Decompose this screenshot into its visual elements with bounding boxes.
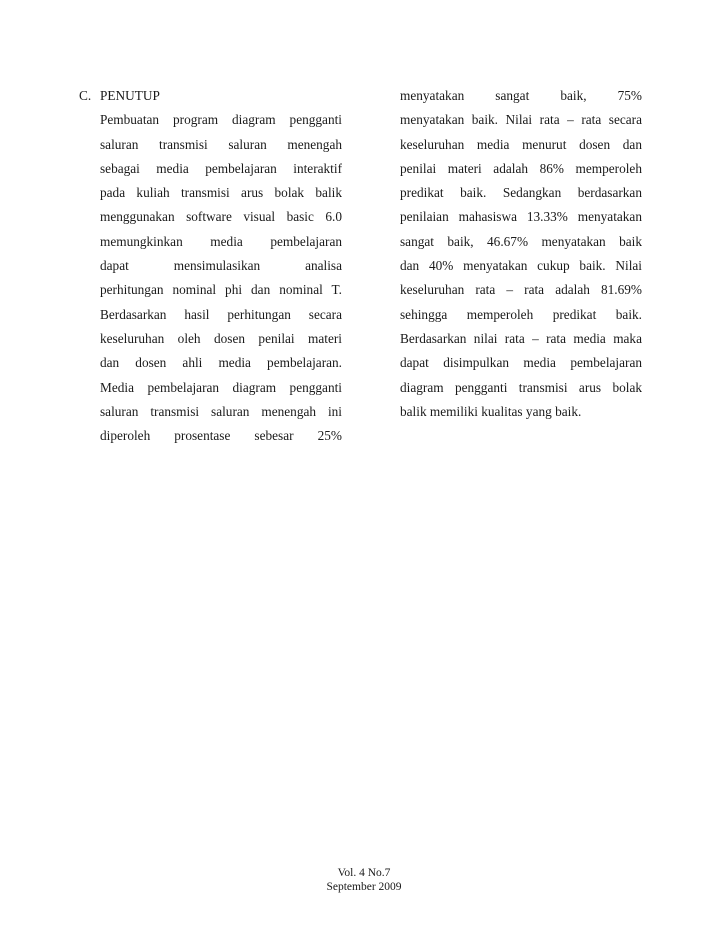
text-line: dan dosen ahli media pembelajaran.	[100, 355, 342, 371]
page-footer	[264, 867, 464, 894]
text-line: menggunakan software visual basic 6.0	[100, 209, 342, 225]
footer-volume: Vol. 4 No.7	[337, 867, 391, 879]
text-line: pada kuliah transmisi arus bolak balik	[100, 185, 342, 201]
text-line: diagram pengganti transmisi arus bolak	[400, 379, 642, 395]
footer-date: September 2009	[326, 880, 402, 893]
text-line: perhitungan nominal phi dan nominal T.	[100, 282, 342, 298]
right-column	[400, 84, 642, 424]
section-title: PENUTUP	[100, 88, 160, 103]
text-line: Berdasarkan nilai rata – rata media maka	[400, 330, 642, 346]
text-line: menyatakan baik. Nilai rata – rata secara	[400, 112, 642, 128]
text-line: predikat baik. Sedangkan berdasarkan	[400, 185, 642, 201]
text-line: saluran transmisi saluran menengah ini	[100, 403, 342, 419]
text-line: penilaian mahasiswa 13.33% menyatakan	[400, 209, 642, 225]
text-line: sangat baik, 46.67% menyatakan baik	[400, 233, 642, 249]
text-line: Media pembelajaran diagram pengganti	[100, 379, 342, 395]
text-line: dapat mensimulasikan analisa	[100, 258, 342, 274]
text-line: balik memiliki kualitas yang baik.	[400, 403, 582, 419]
text-line: diperoleh prosentase sebesar 25%	[100, 428, 342, 444]
text-line: keseluruhan rata – rata adalah 81.69%	[400, 282, 642, 298]
text-line: dapat disimpulkan media pembelajaran	[400, 355, 642, 371]
text-line: menyatakan sangat baik, 75%	[400, 88, 642, 103]
text-line: Berdasarkan hasil perhitungan secara	[100, 306, 342, 322]
text-line: keseluruhan oleh dosen penilai materi	[100, 330, 342, 346]
text-line: penilai materi adalah 86% memperoleh	[400, 160, 642, 176]
left-column	[100, 84, 342, 448]
text-line: memungkinkan media pembelajaran	[100, 233, 342, 249]
text-line: keseluruhan media menurut dosen dan	[400, 136, 642, 152]
text-line: sebagai media pembelajaran interaktif	[100, 160, 342, 176]
text-line: sehingga memperoleh predikat baik.	[400, 306, 642, 322]
text-line: Pembuatan program diagram pengganti	[100, 112, 342, 128]
text-line: saluran transmisi saluran menengah	[100, 136, 342, 152]
section-number: C.	[79, 88, 92, 103]
text-line: dan 40% menyatakan cukup baik. Nilai	[400, 258, 642, 274]
